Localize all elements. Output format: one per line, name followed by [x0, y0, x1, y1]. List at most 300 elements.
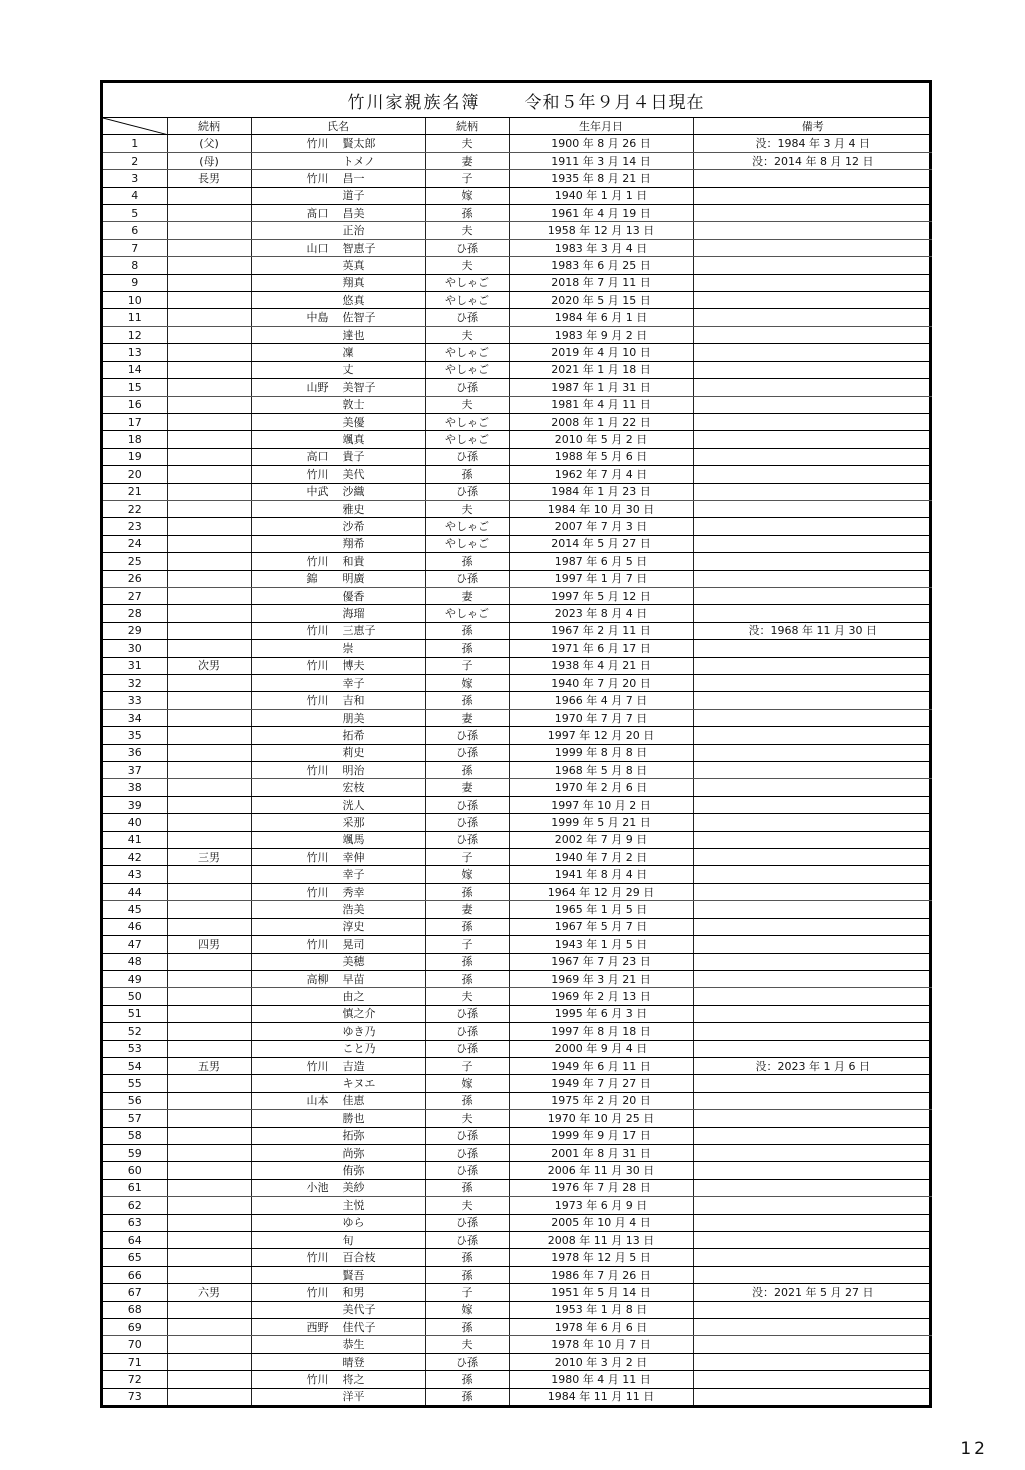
person-name: [251, 866, 425, 883]
family-role: [167, 1336, 251, 1353]
given-name: ゆら: [342, 1216, 365, 1230]
given-name: 吉造: [342, 1059, 365, 1073]
family-role: [167, 1249, 251, 1266]
table-row: [103, 1266, 932, 1283]
given-name: 正治: [342, 224, 365, 238]
table-row: [103, 796, 932, 813]
person-name: [251, 901, 425, 918]
given-name: 昌一: [342, 171, 365, 185]
birth-date: 1970 年 2 月 6 日: [509, 779, 693, 796]
row-number: 56: [103, 1092, 167, 1109]
row-number: 64: [103, 1232, 167, 1249]
remarks: [693, 587, 932, 604]
person-name: [251, 413, 425, 430]
birth-date: 1999 年 8 月 8 日: [509, 744, 693, 761]
row-number: 62: [103, 1197, 167, 1214]
family-role: [167, 535, 251, 552]
row-number: 28: [103, 605, 167, 622]
remarks: [693, 1301, 932, 1318]
row-number: 52: [103, 1023, 167, 1040]
row-number: 48: [103, 953, 167, 970]
relation: 嫁: [425, 675, 509, 692]
relation: ひ孫: [425, 814, 509, 831]
birth-date: 2000 年 9 月 4 日: [509, 1040, 693, 1057]
birth-date: 1986 年 7 月 26 日: [509, 1266, 693, 1283]
table-header-row: [103, 118, 932, 135]
family-role: [167, 918, 251, 935]
relation: 孫: [425, 553, 509, 570]
given-name: 賢太郎: [342, 137, 376, 151]
table-row: [103, 1005, 932, 1022]
person-name: [251, 292, 425, 309]
surname: 竹川: [306, 763, 329, 777]
family-role: [167, 222, 251, 239]
surname: 高柳: [306, 972, 329, 986]
row-number: 45: [103, 901, 167, 918]
family-role: [167, 744, 251, 761]
person-name: [251, 1388, 425, 1405]
table-row: [103, 1127, 932, 1144]
header-name: 氏名: [251, 118, 425, 135]
person-name: [251, 709, 425, 726]
table-row: [103, 1075, 932, 1092]
relation: やしゃご: [425, 344, 509, 361]
remarks: [693, 553, 932, 570]
relation: ひ孫: [425, 1162, 509, 1179]
birth-date: 1935 年 8 月 21 日: [509, 170, 693, 187]
birth-date: 1940 年 1 月 1 日: [509, 187, 693, 204]
row-number: 27: [103, 587, 167, 604]
person-name: [251, 1249, 425, 1266]
row-number: 32: [103, 675, 167, 692]
table-row: [103, 518, 932, 535]
person-name: [251, 309, 425, 326]
remarks: [693, 1005, 932, 1022]
table-row: [103, 988, 932, 1005]
table-row: [103, 1249, 932, 1266]
given-name: 浩美: [342, 902, 365, 916]
row-number: 9: [103, 274, 167, 291]
remarks: [693, 500, 932, 517]
relation: 孫: [425, 640, 509, 657]
family-role: [167, 1092, 251, 1109]
given-name: 沙希: [342, 520, 365, 534]
person-name: [251, 1127, 425, 1144]
table-row: [103, 535, 932, 552]
surname: 竹川: [306, 624, 329, 638]
person-name: [251, 779, 425, 796]
remarks: [693, 1040, 932, 1057]
birth-date: 1964 年 12 月 29 日: [509, 883, 693, 900]
row-number: 17: [103, 413, 167, 430]
given-name: 幸伸: [342, 850, 365, 864]
birth-date: 2010 年 5 月 2 日: [509, 431, 693, 448]
birth-date: 1980 年 4 月 11 日: [509, 1371, 693, 1388]
table-row: [103, 466, 932, 483]
family-role: [167, 1179, 251, 1196]
given-name: 智恵子: [342, 241, 376, 255]
given-name: 莉史: [342, 746, 365, 760]
birth-date: 1997 年 8 月 18 日: [509, 1023, 693, 1040]
table-row: [103, 866, 932, 883]
family-role: [167, 1319, 251, 1336]
surname: 竹川: [306, 171, 329, 185]
remarks: [693, 1249, 932, 1266]
birth-date: 1967 年 7 月 23 日: [509, 953, 693, 970]
row-number: 16: [103, 396, 167, 413]
family-role: [167, 901, 251, 918]
person-name: [251, 570, 425, 587]
given-name: 百合枝: [342, 1251, 376, 1265]
birth-date: 1900 年 8 月 26 日: [509, 135, 693, 152]
remarks: [693, 883, 932, 900]
row-number: 40: [103, 814, 167, 831]
family-role: [167, 988, 251, 1005]
given-name: 達也: [342, 328, 365, 342]
remarks: [693, 344, 932, 361]
row-number: 24: [103, 535, 167, 552]
birth-date: 1966 年 4 月 7 日: [509, 692, 693, 709]
family-role: [167, 587, 251, 604]
birth-date: 1938 年 4 月 21 日: [509, 657, 693, 674]
family-role: [167, 1371, 251, 1388]
birth-date: 1961 年 4 月 19 日: [509, 205, 693, 222]
row-number: 39: [103, 796, 167, 813]
person-name: [251, 1336, 425, 1353]
given-name: 洋平: [342, 1390, 365, 1404]
birth-date: 2023 年 8 月 4 日: [509, 605, 693, 622]
row-number: 25: [103, 553, 167, 570]
relation: 子: [425, 849, 509, 866]
table-row: [103, 257, 932, 274]
given-name: 吉和: [342, 694, 365, 708]
given-name: 慎之介: [342, 1007, 376, 1021]
document-title: 竹川家親族名簿: [347, 92, 481, 113]
relation: ひ孫: [425, 570, 509, 587]
person-name: [251, 500, 425, 517]
table-row: [103, 222, 932, 239]
birth-date: 1997 年 1 月 7 日: [509, 570, 693, 587]
given-name: 海瑠: [342, 607, 365, 621]
row-number: 67: [103, 1284, 167, 1301]
relation: やしゃご: [425, 361, 509, 378]
remarks: [693, 831, 932, 848]
person-name: [251, 431, 425, 448]
given-name: 貴子: [342, 450, 365, 464]
relation: ひ孫: [425, 1040, 509, 1057]
row-number: 22: [103, 500, 167, 517]
birth-date: 1967 年 2 月 11 日: [509, 622, 693, 639]
family-role: [167, 187, 251, 204]
family-role: [167, 1353, 251, 1370]
remarks: [693, 570, 932, 587]
birth-date: 1941 年 8 月 4 日: [509, 866, 693, 883]
birth-date: 2010 年 3 月 2 日: [509, 1353, 693, 1370]
table-row: [103, 1040, 932, 1057]
remarks: [693, 239, 932, 256]
row-number: 4: [103, 187, 167, 204]
birth-date: 1958 年 12 月 13 日: [509, 222, 693, 239]
birth-date: 2008 年 1 月 22 日: [509, 413, 693, 430]
relation: 孫: [425, 970, 509, 987]
relation: やしゃご: [425, 292, 509, 309]
given-name: 沙織: [342, 485, 365, 499]
relation: 子: [425, 1284, 509, 1301]
relation: 孫: [425, 1092, 509, 1109]
table-row: [103, 709, 932, 726]
given-name: 佳代子: [342, 1320, 376, 1334]
relation: 孫: [425, 883, 509, 900]
row-number: 46: [103, 918, 167, 935]
family-role: [167, 326, 251, 343]
given-name: 崇: [342, 641, 354, 655]
table-row: [103, 831, 932, 848]
given-name: 宏枝: [342, 781, 365, 795]
remarks: [693, 274, 932, 291]
header-birthdate: 生年月日: [509, 118, 693, 135]
given-name: 悠真: [342, 293, 365, 307]
person-name: [251, 918, 425, 935]
person-name: [251, 692, 425, 709]
given-name: 美優: [342, 415, 365, 429]
given-name: 佳恵: [342, 1094, 365, 1108]
birth-date: 2001 年 8 月 31 日: [509, 1144, 693, 1161]
relation: 孫: [425, 1249, 509, 1266]
birth-date: 1978 年 10 月 7 日: [509, 1336, 693, 1353]
row-number: 73: [127, 1390, 142, 1404]
given-name: 敦士: [342, 398, 365, 412]
family-role: [167, 239, 251, 256]
birth-date: 1997 年 12 月 20 日: [509, 727, 693, 744]
row-number: 44: [103, 883, 167, 900]
person-name: [251, 535, 425, 552]
person-name: [251, 205, 425, 222]
family-role: [167, 640, 251, 657]
row-number: 50: [103, 988, 167, 1005]
row-number: 20: [103, 466, 167, 483]
remarks: [693, 1266, 932, 1283]
table-row: [103, 1057, 932, 1074]
person-name: [251, 988, 425, 1005]
remarks: [693, 1388, 932, 1405]
person-name: [251, 135, 425, 152]
given-name: 尚弥: [342, 1146, 365, 1160]
relation: 夫: [425, 257, 509, 274]
relation: ひ孫: [425, 309, 509, 326]
family-role: [167, 831, 251, 848]
relation: 孫: [425, 692, 509, 709]
row-number: 42: [103, 849, 167, 866]
table-row: [103, 135, 932, 152]
relation: やしゃご: [425, 518, 509, 535]
family-role: [167, 692, 251, 709]
table-row: [103, 1232, 932, 1249]
person-name: [251, 883, 425, 900]
table-row: [103, 883, 932, 900]
header-corner-cell: [103, 118, 167, 135]
family-role: [167, 500, 251, 517]
row-number: 70: [103, 1336, 167, 1353]
surname: 錦: [306, 572, 318, 586]
row-number: 55: [103, 1075, 167, 1092]
family-role: [167, 1075, 251, 1092]
given-name: 侑弥: [342, 1164, 365, 1178]
relation: 夫: [425, 1197, 509, 1214]
remarks: [693, 361, 932, 378]
person-name: [251, 239, 425, 256]
family-role: 六男: [167, 1284, 251, 1301]
remarks: [693, 466, 932, 483]
person-name: [251, 1353, 425, 1370]
family-role: [167, 396, 251, 413]
relation: 孫: [425, 762, 509, 779]
relation: ひ孫: [425, 1144, 509, 1161]
relation: やしゃご: [425, 274, 509, 291]
row-number: 49: [103, 970, 167, 987]
table-row: [103, 901, 932, 918]
family-role: [167, 675, 251, 692]
birth-date: 1999 年 9 月 17 日: [509, 1127, 693, 1144]
table-row: [103, 309, 932, 326]
family-role: [167, 762, 251, 779]
register-table: [103, 118, 932, 1405]
surname: 竹川: [306, 1059, 329, 1073]
row-number: 21: [103, 483, 167, 500]
relation: 孫: [425, 1371, 509, 1388]
family-role: [167, 1127, 251, 1144]
relation: 子: [425, 170, 509, 187]
birth-date: 1987 年 6 月 5 日: [509, 553, 693, 570]
person-name: [251, 1057, 425, 1074]
family-role: [167, 970, 251, 987]
birth-date: 1969 年 2 月 13 日: [509, 988, 693, 1005]
family-role: [167, 361, 251, 378]
family-role: 次男: [167, 657, 251, 674]
table-row: [103, 1301, 932, 1318]
birth-date: 1984 年 6 月 1 日: [509, 309, 693, 326]
row-number: 57: [103, 1110, 167, 1127]
row-number: 61: [103, 1179, 167, 1196]
birth-date: 1967 年 5 月 7 日: [509, 918, 693, 935]
remarks: 没：1968 年 11 月 30 日: [693, 622, 932, 639]
surname: 竹川: [306, 937, 329, 951]
person-name: [251, 396, 425, 413]
family-register-sheet: [100, 80, 932, 1408]
relation: 夫: [425, 135, 509, 152]
birth-date: 1984 年 10 月 30 日: [509, 500, 693, 517]
given-name: 凜: [342, 345, 354, 359]
person-name: [251, 1301, 425, 1318]
person-name: [251, 744, 425, 761]
given-name: 洸人: [342, 798, 365, 812]
relation: 子: [425, 1057, 509, 1074]
given-name: 優香: [342, 589, 365, 603]
row-number: 54: [103, 1057, 167, 1074]
person-name: [251, 1371, 425, 1388]
remarks: [693, 849, 932, 866]
row-number: 36: [103, 744, 167, 761]
table-row: [103, 675, 932, 692]
birth-date: 1978 年 6 月 6 日: [509, 1319, 693, 1336]
relation: ひ孫: [425, 796, 509, 813]
family-role: [167, 274, 251, 291]
relation: 嫁: [425, 866, 509, 883]
remarks: [693, 692, 932, 709]
row-number: 60: [103, 1162, 167, 1179]
row-number: 51: [103, 1005, 167, 1022]
table-row: [103, 936, 932, 953]
person-name: [251, 762, 425, 779]
row-number: 33: [103, 692, 167, 709]
row-number: 71: [103, 1353, 167, 1370]
remarks: [693, 744, 932, 761]
row-number: 15: [103, 379, 167, 396]
given-name: 英真: [342, 258, 365, 272]
birth-date: 1999 年 5 月 21 日: [509, 814, 693, 831]
row-number: 30: [103, 640, 167, 657]
table-row: [103, 587, 932, 604]
relation: 孫: [425, 1319, 509, 1336]
given-name: 美代子: [342, 1303, 376, 1317]
family-role: [167, 1232, 251, 1249]
family-role: [167, 622, 251, 639]
birth-date: 1997 年 5 月 12 日: [509, 587, 693, 604]
remarks: [693, 1371, 932, 1388]
row-number: 10: [103, 292, 167, 309]
surname: 竹川: [306, 1251, 329, 1265]
family-role: [167, 1214, 251, 1231]
family-role: 三男: [167, 849, 251, 866]
given-name: 賢吾: [342, 1268, 365, 1282]
relation: ひ孫: [425, 239, 509, 256]
surname: 西野: [306, 1320, 329, 1334]
table-row: [103, 1214, 932, 1231]
person-name: [251, 936, 425, 953]
given-name: 拓弥: [342, 1129, 365, 1143]
person-name: [251, 814, 425, 831]
table-row: [103, 170, 932, 187]
birth-date: 1984 年 1 月 23 日: [509, 483, 693, 500]
remarks: 没：2021 年 5 月 27 日: [693, 1284, 932, 1301]
given-name: 朋美: [342, 711, 365, 725]
table-row: [103, 953, 932, 970]
person-name: [251, 1319, 425, 1336]
relation: 孫: [425, 1266, 509, 1283]
birth-date: 2002 年 7 月 9 日: [509, 831, 693, 848]
person-name: [251, 466, 425, 483]
relation: 妻: [425, 709, 509, 726]
table-row: [103, 413, 932, 430]
person-name: [251, 657, 425, 674]
remarks: [693, 379, 932, 396]
relation: ひ孫: [425, 1232, 509, 1249]
relation: 妻: [425, 779, 509, 796]
family-role: [167, 344, 251, 361]
surname: 竹川: [306, 467, 329, 481]
given-name: 昌美: [342, 206, 365, 220]
person-name: [251, 448, 425, 465]
table-row: [103, 692, 932, 709]
relation: ひ孫: [425, 1353, 509, 1370]
family-role: [167, 483, 251, 500]
row-number: 18: [103, 431, 167, 448]
given-name: 美紗: [342, 1181, 365, 1195]
row-number: 41: [103, 831, 167, 848]
remarks: [693, 762, 932, 779]
person-name: [251, 1023, 425, 1040]
given-name: 勝也: [342, 1111, 365, 1125]
row-number: 14: [103, 361, 167, 378]
